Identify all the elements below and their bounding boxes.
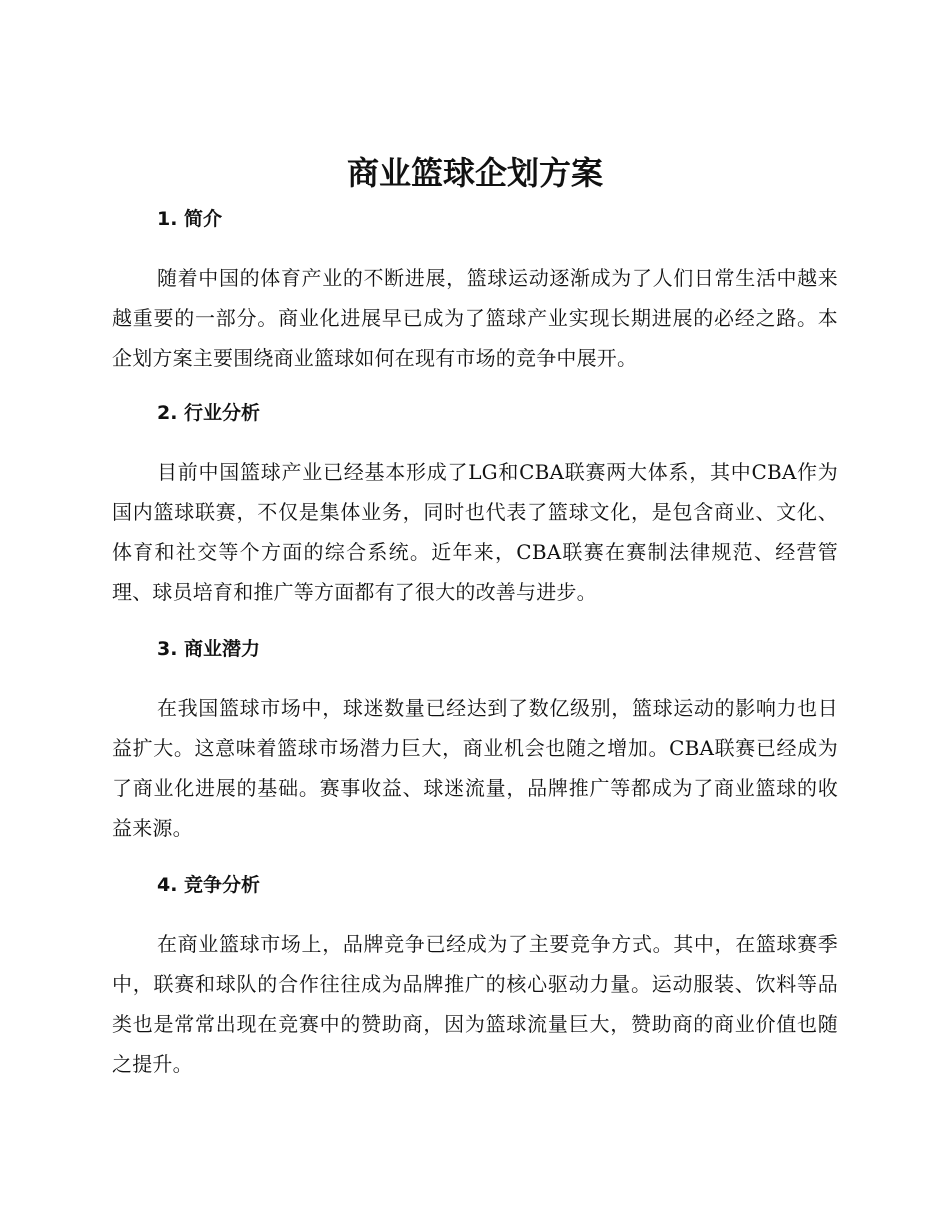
section-paragraph: 目前中国篮球产业已经基本形成了LG和CBA联赛两大体系，其中CBA作为国内篮球联赛，不仅是集体业务，同时也代表了篮球文化，是包含商业、文化、体育和社交等个方面的综合系统。近年来，CBA联赛在赛制法律规范、经营管理、球员培育和推广等方面都有了很大的改善与进步。: [112, 460, 838, 604]
section-paragraph: 随着中国的体育产业的不断进展，篮球运动逐渐成为了人们日常生活中越来越重要的一部分。商业化进展早已成为了篮球产业实现长期进展的必经之路。本企划方案主要围绕商业篮球如何在现有市场的竞争中展开。: [112, 266, 838, 370]
section-competition-analysis: [112, 870, 838, 1084]
section-paragraph: 在商业篮球市场上，品牌竞争已经成为了主要竞争方式。其中，在篮球赛季中，联赛和球队的合作往往成为品牌推广的核心驱动力量。运动服装、饮料等品类也是常常出现在竞赛中的赞助商，因为篮球流量巨大，赞助商的商业价值也随之提升。: [112, 932, 838, 1076]
section-introduction: [112, 204, 838, 378]
section-heading: 1. 简介: [157, 208, 223, 230]
document-title: 商业篮球企划方案: [346, 154, 603, 192]
section-paragraph: 在我国篮球市场中，球迷数量已经达到了数亿级别，篮球运动的影响力也日益扩大。这意味着篮球市场潜力巨大，商业机会也随之增加。CBA联赛已经成为了商业化进展的基础。赛事收益、球迷流量，品牌推广等都成为了商业篮球的收益来源。: [112, 696, 838, 840]
section-heading: 2. 行业分析: [157, 402, 261, 424]
section-business-potential: [112, 634, 838, 848]
section-industry-analysis: [112, 398, 838, 612]
section-heading: 4. 竞争分析: [157, 874, 261, 896]
section-heading: 3. 商业潜力: [157, 638, 261, 660]
